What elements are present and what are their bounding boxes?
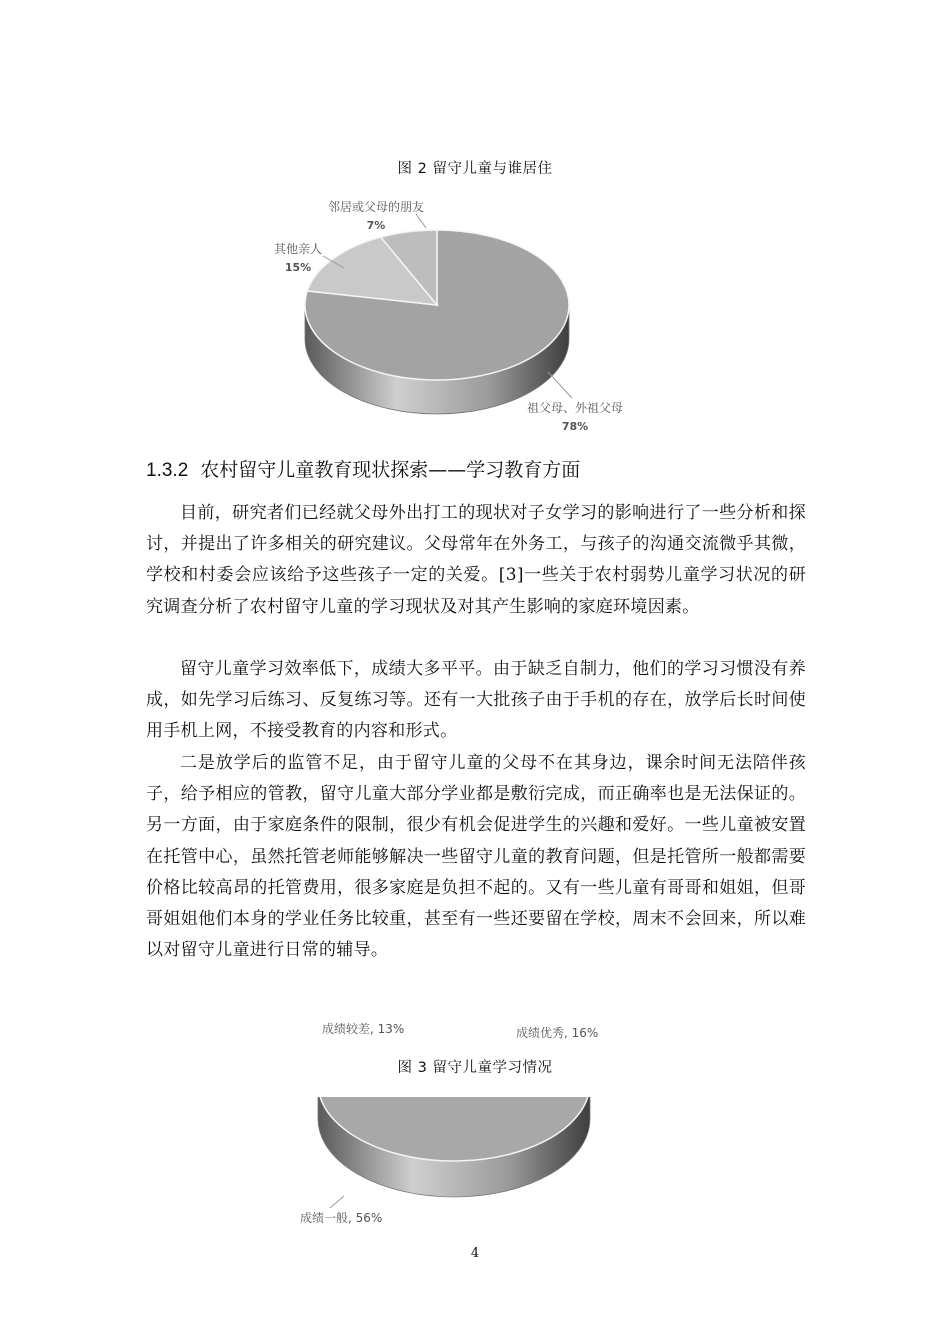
paragraph-3: 二是放学后的监管不足，由于留守儿童的父母不在其身边，课余时间无法陪伴孩子，给予相应的管教，留守儿童大部分学业都是敷衍完成，而正确率也是无法保证的。另一方面，由于家庭条件的限制，很少有机会促进学生的兴趣和爱好。一些儿童被安置在托管中心，虽然托管老师能够解决一些留守儿童的教育问题，但是托管所一般都需要价格比较高昂的托管费用，很多家庭是负担不起的。又有一些儿童有哥哥和姐姐，但哥哥姐姐他们本身的学业任务比较重，甚至有一些还要留在学校，周末不会回来，所以难以对留守儿童进行日常的辅导。 bbox=[146, 753, 806, 961]
slice-value-relatives: 15% bbox=[284, 261, 312, 274]
figure-3-caption: 图 3 留守儿童学习情况 bbox=[397, 1060, 553, 1076]
page-number: 4 bbox=[470, 1246, 480, 1261]
slice-label-grandparents: 祖父母、外祖父母 bbox=[526, 401, 624, 415]
slice-value-grandparents: 78% bbox=[561, 420, 589, 433]
figure-2-pie-group bbox=[305, 230, 569, 414]
figure-2-caption: 图 2 留守儿童与谁居住 bbox=[397, 161, 553, 177]
slice-value-neighbor: 7% bbox=[366, 219, 386, 232]
slice-label-neighbor: 邻居或父母的朋友 bbox=[327, 200, 425, 214]
leader-line-neighbor bbox=[416, 214, 426, 228]
paragraph-2: 留守儿童学习效率低下，成绩大多平平。由于缺乏自制力，他们的学习习惯没有养成，如先学习后练习、反复练习等。还有一大批孩子由于手机的存在，放学后长时间使用手机上网，不接受教育的内容和形式。 bbox=[146, 659, 806, 742]
leader-line-grandparents bbox=[548, 372, 572, 398]
section-number: 1.3.2 bbox=[146, 460, 189, 481]
section-title: 农村留守儿童教育现状探索——学习教育方面 bbox=[200, 459, 581, 481]
leader-line-average bbox=[330, 1196, 344, 1208]
section-heading bbox=[146, 455, 580, 482]
slice-label-average: 成绩一般, 56% bbox=[300, 1211, 383, 1225]
slice-label-relatives: 其他亲人 bbox=[273, 242, 323, 256]
slice-label-poor: 成绩较差, 13% bbox=[322, 1022, 405, 1036]
slice-label-excellent: 成绩优秀, 16% bbox=[516, 1026, 599, 1040]
paragraph-1: 目前，研究者们已经就父母外出打工的现状对子女学习的影响进行了一些分析和探讨，并提出了许多相关的研究建议。父母常年在外务工，与孩子的沟通交流微乎其微，学校和村委会应该给予这些孩子一定的关爱。[3]一些关于农村弱势儿童学习状况的研究调查分析了农村留守儿童的学习现状及对其产生影响的家庭环境因素。 bbox=[146, 503, 806, 617]
